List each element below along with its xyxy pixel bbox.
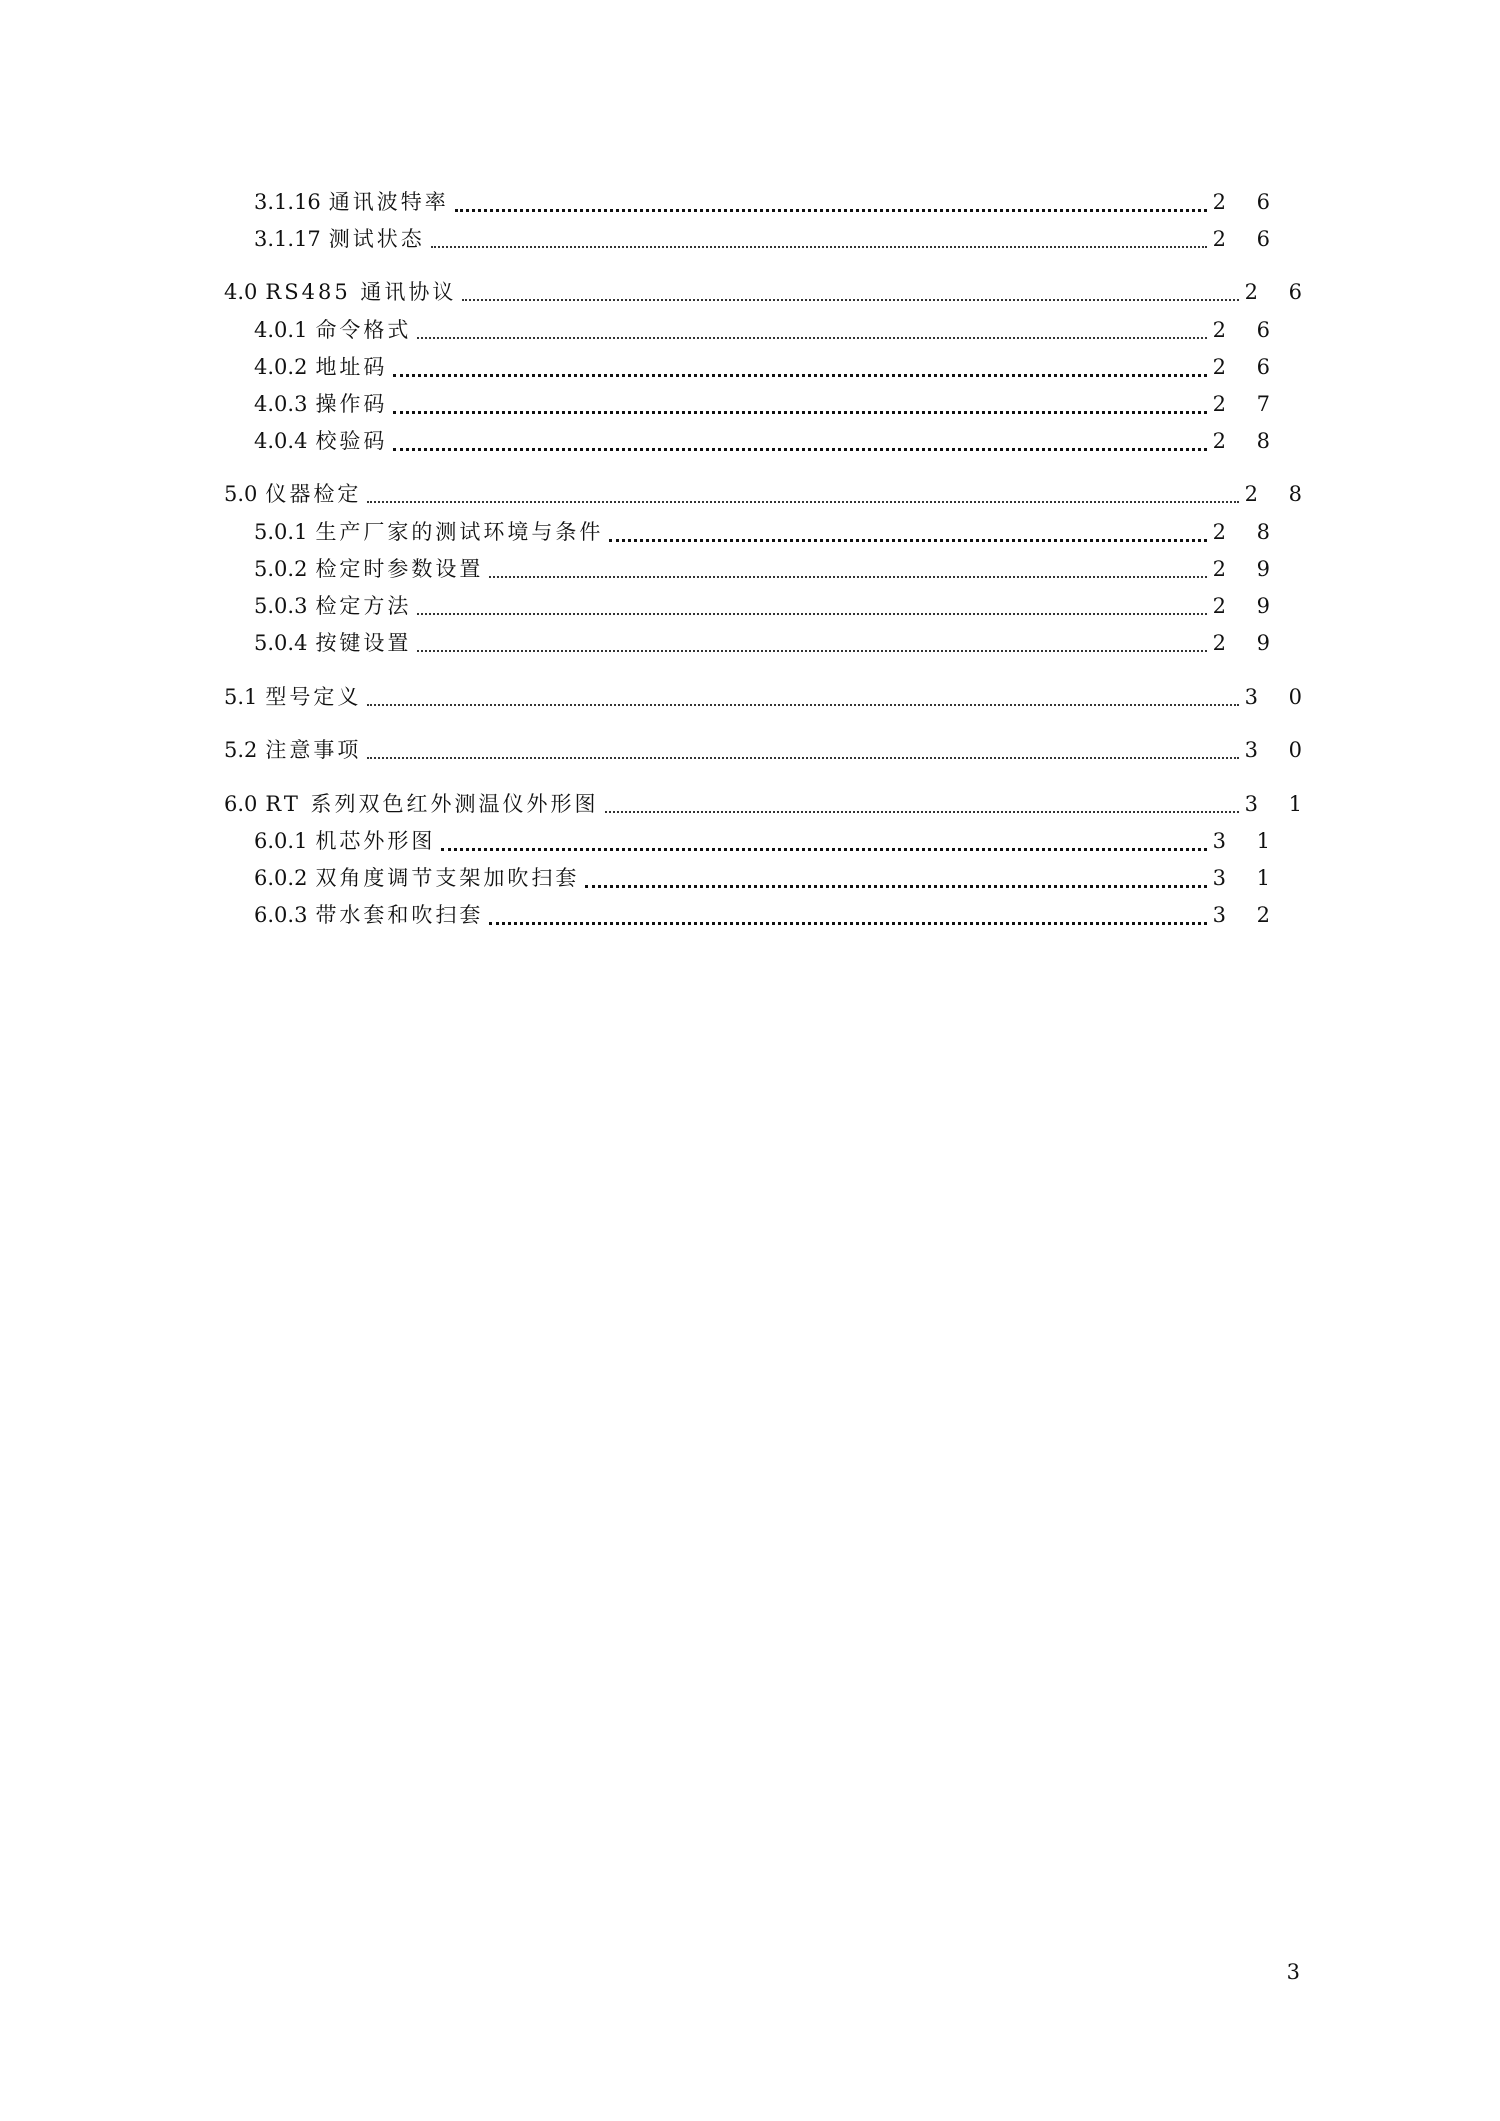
toc-entry-page: 2 8 xyxy=(1212,520,1282,544)
toc-entry-title: 型号定义 xyxy=(265,685,362,709)
page-number: 3 xyxy=(1286,1960,1300,1984)
toc-entry-number: 4.0.3 xyxy=(254,392,308,416)
toc-entry-number: 6.0.1 xyxy=(254,829,308,853)
toc-leader-dots xyxy=(367,755,1238,759)
toc-leader-dots xyxy=(367,702,1238,706)
toc-entry-page: 3 0 xyxy=(1244,738,1314,762)
toc-entry-number: 5.0.2 xyxy=(254,557,308,581)
toc-entry-page: 3 1 xyxy=(1244,792,1314,816)
toc-leader-dots xyxy=(393,446,1206,451)
toc-entry[interactable] xyxy=(254,224,1282,254)
toc-leader-dots xyxy=(417,648,1206,652)
toc-entry-page: 2 6 xyxy=(1212,227,1282,251)
toc-leader-dots xyxy=(393,372,1206,377)
toc-leader-dots xyxy=(462,297,1238,301)
toc-entry-title: 生产厂家的测试环境与条件 xyxy=(315,520,604,544)
toc-entry-page: 2 8 xyxy=(1244,482,1314,506)
toc-entry[interactable] xyxy=(254,426,1282,456)
toc-leader-dots xyxy=(585,883,1206,888)
toc-entry-title: 检定方法 xyxy=(315,594,412,618)
toc-entry[interactable] xyxy=(254,826,1282,856)
toc-entry[interactable] xyxy=(224,682,1314,712)
toc-leader-dots xyxy=(417,335,1206,339)
toc-leader-dots xyxy=(455,207,1207,212)
toc-entry-page: 3 2 xyxy=(1212,903,1282,927)
toc-leader-dots xyxy=(489,574,1206,578)
toc-entry-title: 按键设置 xyxy=(315,631,412,655)
toc-entry[interactable] xyxy=(254,315,1282,345)
toc-leader-dots xyxy=(441,846,1206,851)
toc-entry-page: 2 9 xyxy=(1212,594,1282,618)
toc-entry-number: 3.1.16 xyxy=(254,190,321,214)
toc-entry-page: 2 6 xyxy=(1212,190,1282,214)
toc-entry-title: RS485 通讯协议 xyxy=(265,280,457,304)
toc-entry-number: 3.1.17 xyxy=(254,227,321,251)
toc-entry-number: 5.0 xyxy=(224,482,258,506)
toc-entry-number: 6.0.2 xyxy=(254,866,308,890)
toc-entry-title: 双角度调节支架加吹扫套 xyxy=(315,866,580,890)
toc-entry-number: 6.0 xyxy=(224,792,258,816)
toc-entry-page: 2 9 xyxy=(1212,631,1282,655)
toc-entry[interactable] xyxy=(254,389,1282,419)
toc-entry[interactable] xyxy=(254,554,1282,584)
toc-entry-title: 仪器检定 xyxy=(265,482,362,506)
toc-entry[interactable] xyxy=(224,789,1314,819)
toc-entry[interactable] xyxy=(254,591,1282,621)
toc-entry-title: 测试状态 xyxy=(328,227,425,251)
toc-entry-title: 注意事项 xyxy=(265,738,362,762)
toc-leader-dots xyxy=(489,920,1206,925)
toc-entry[interactable] xyxy=(254,900,1282,930)
toc-entry-page: 2 6 xyxy=(1212,355,1282,379)
toc-entry-title: 检定时参数设置 xyxy=(315,557,484,581)
toc-entry[interactable] xyxy=(254,863,1282,893)
toc-entry[interactable] xyxy=(254,352,1282,382)
toc-entry-page: 2 9 xyxy=(1212,557,1282,581)
toc-leader-dots xyxy=(417,611,1206,615)
toc-leader-dots xyxy=(393,409,1206,414)
toc-leader-dots xyxy=(431,244,1207,248)
toc-entry-page: 3 1 xyxy=(1212,829,1282,853)
toc-entry[interactable] xyxy=(224,735,1314,765)
toc-entry-number: 5.1 xyxy=(224,685,258,709)
toc-entry[interactable] xyxy=(254,517,1282,547)
toc-entry-number: 4.0.2 xyxy=(254,355,308,379)
toc-entry[interactable] xyxy=(224,479,1314,509)
toc-entry-title: 地址码 xyxy=(315,355,388,379)
toc-entry-title: RT 系列双色红外测温仪外形图 xyxy=(265,792,599,816)
toc-entry-title: 带水套和吹扫套 xyxy=(315,903,484,927)
toc-entry-page: 2 6 xyxy=(1212,318,1282,342)
toc-entry-title: 校验码 xyxy=(315,429,388,453)
toc-entry-number: 5.0.1 xyxy=(254,520,308,544)
toc-entry-page: 2 7 xyxy=(1212,392,1282,416)
toc-entry[interactable] xyxy=(254,628,1282,658)
toc-entry-title: 操作码 xyxy=(315,392,388,416)
toc-leader-dots xyxy=(367,499,1238,503)
toc-entry-page: 2 6 xyxy=(1244,280,1314,304)
toc-entry-title: 机芯外形图 xyxy=(315,829,436,853)
toc-entry-number: 5.0.4 xyxy=(254,631,308,655)
toc-entry-number: 4.0.4 xyxy=(254,429,308,453)
toc-entry-number: 5.2 xyxy=(224,738,258,762)
toc-entry-number: 5.0.3 xyxy=(254,594,308,618)
toc-entry[interactable] xyxy=(224,277,1314,307)
toc-entry[interactable] xyxy=(254,187,1282,217)
toc-entry-number: 4.0 xyxy=(224,280,258,304)
toc-leader-dots xyxy=(605,809,1239,813)
toc-entry-page: 2 8 xyxy=(1212,429,1282,453)
toc-entry-number: 4.0.1 xyxy=(254,318,308,342)
toc-entry-title: 命令格式 xyxy=(315,318,412,342)
toc-entry-page: 3 0 xyxy=(1244,685,1314,709)
toc-leader-dots xyxy=(609,537,1206,542)
toc-entry-number: 6.0.3 xyxy=(254,903,308,927)
toc-entry-page: 3 1 xyxy=(1212,866,1282,890)
toc-entry-title: 通讯波特率 xyxy=(328,190,449,214)
